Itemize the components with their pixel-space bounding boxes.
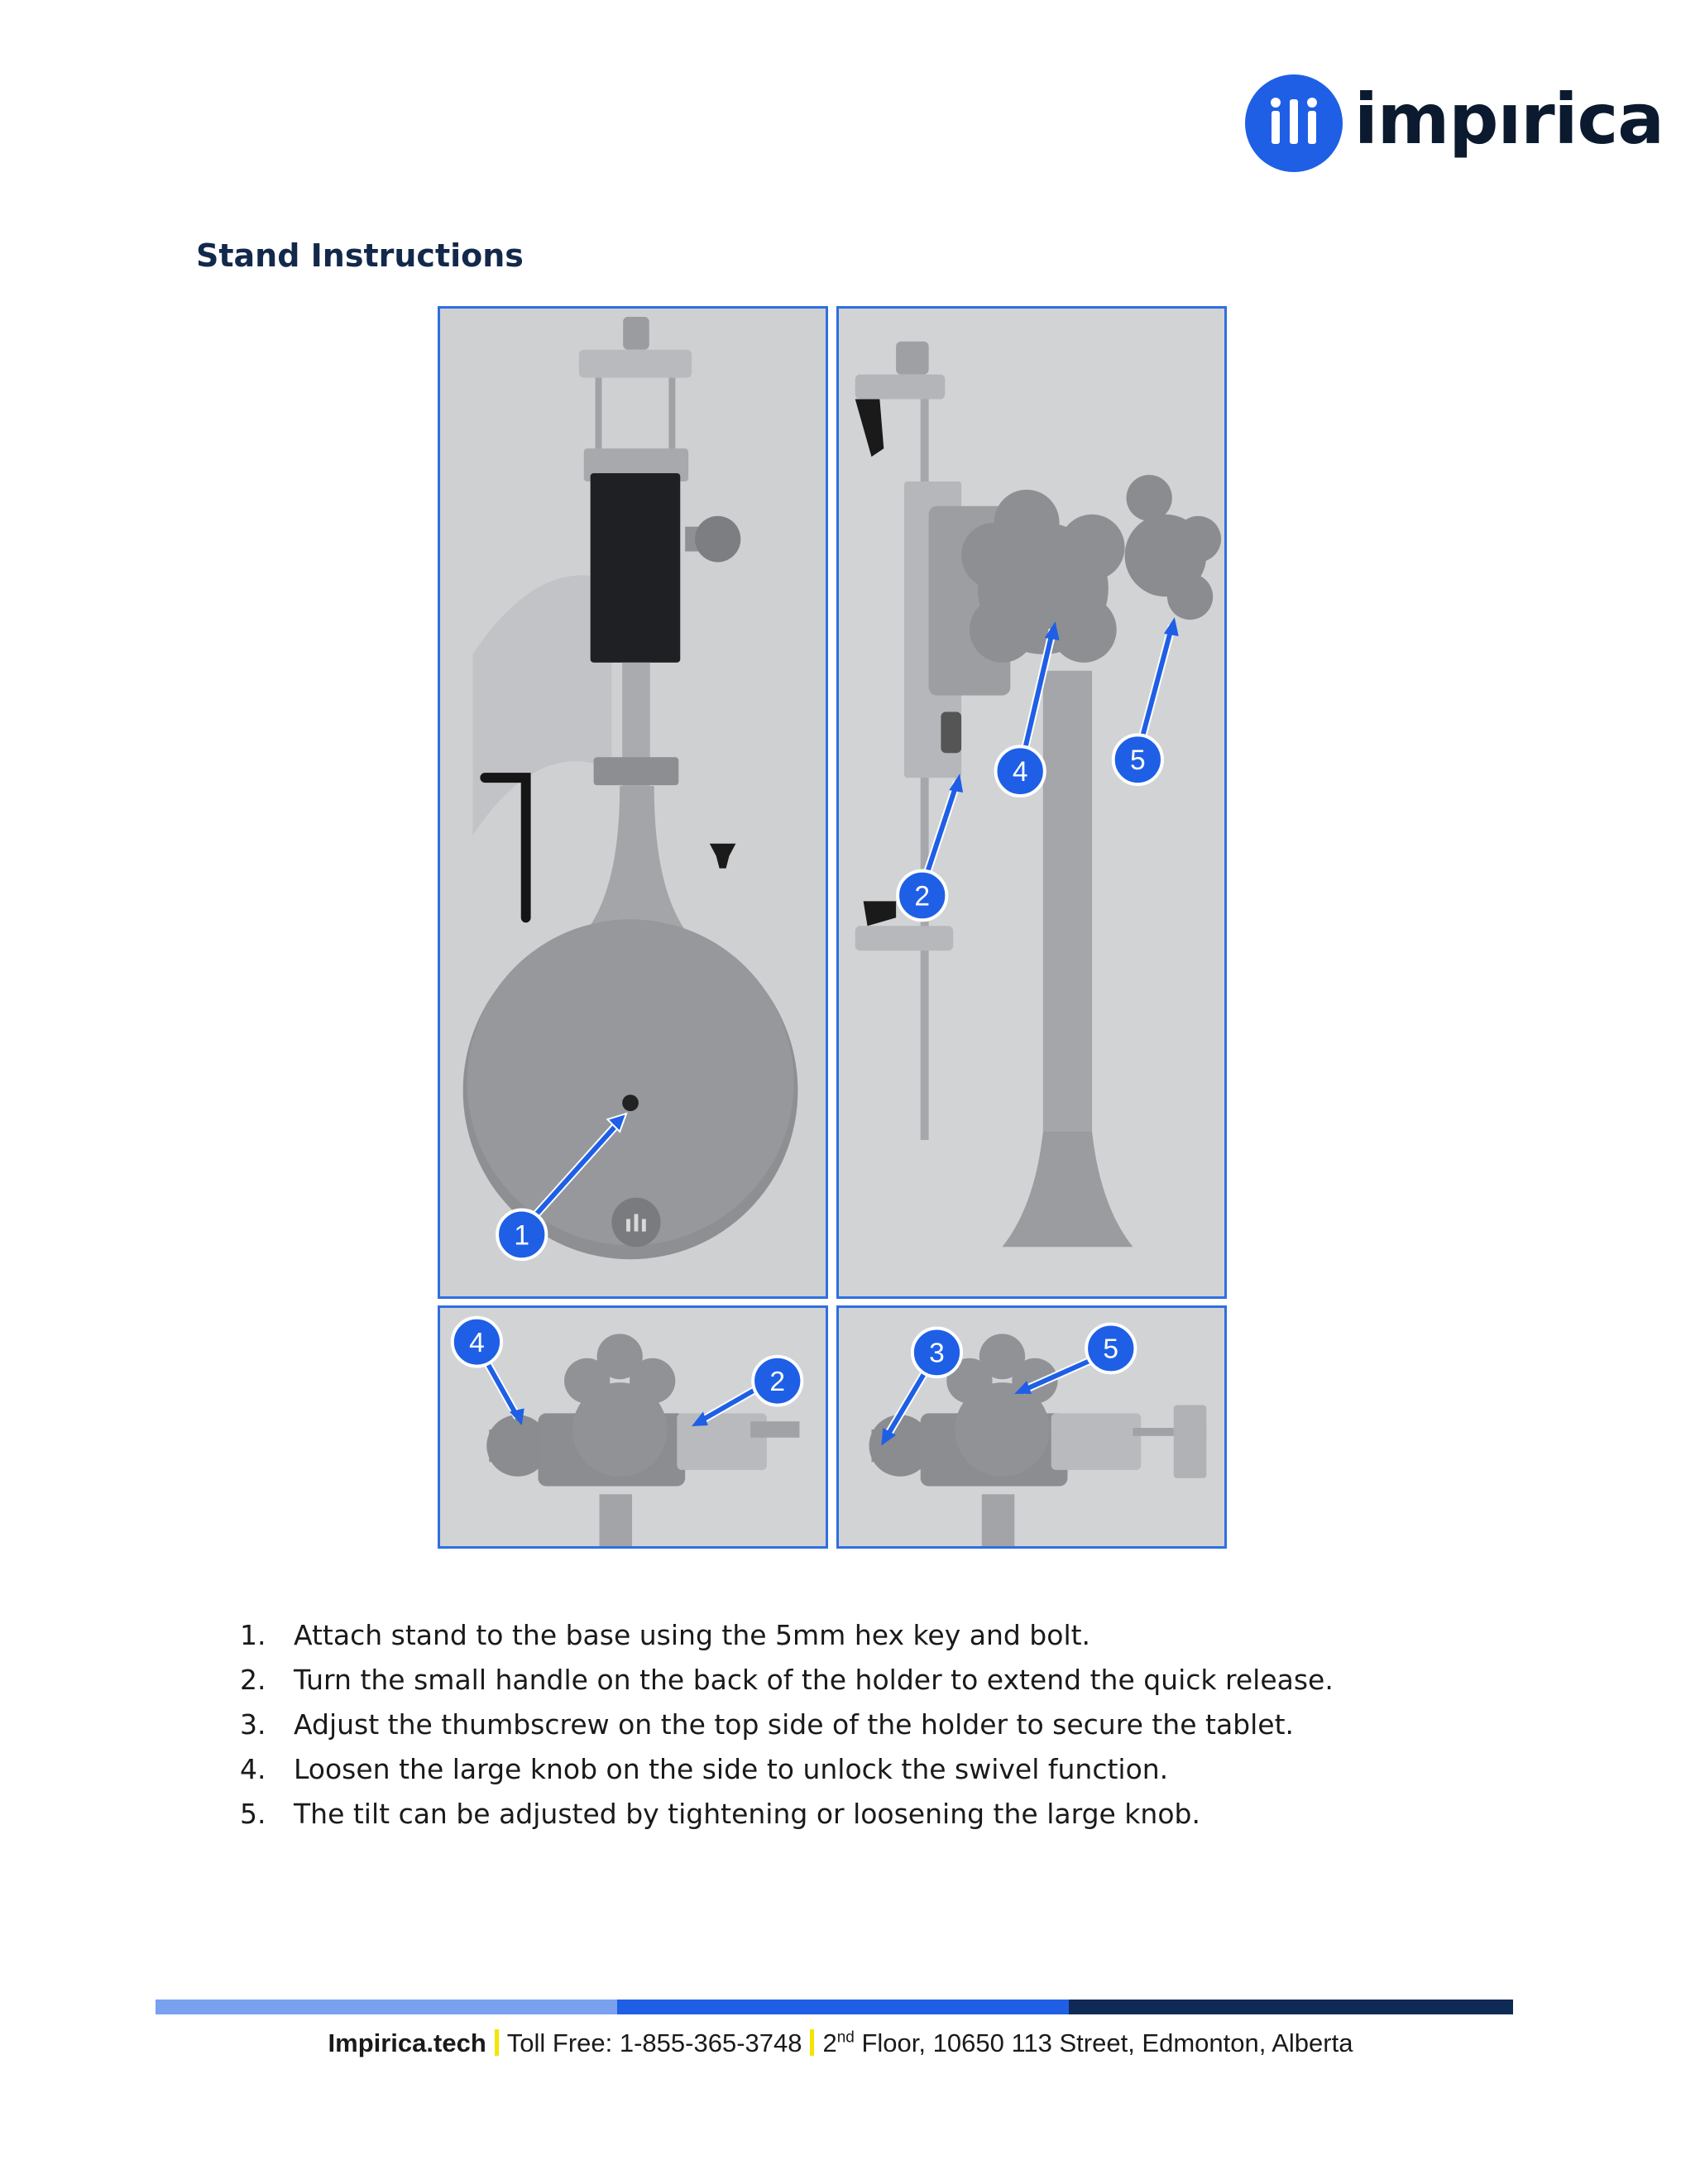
list-item: 3. Adjust the thumbscrew on the top side of the holder to secure the tablet.	[240, 1708, 1295, 1741]
photo-full-stand	[438, 306, 828, 1299]
footer-site-link[interactable]: Impirica.tech	[328, 2028, 486, 2057]
instruction-steps	[240, 1613, 1334, 1837]
callout-badge-5	[1086, 1324, 1135, 1373]
callout-badge-1	[497, 1210, 546, 1260]
photo-knob-detail-right	[836, 1305, 1227, 1549]
footer-separator	[810, 2029, 814, 2056]
photo-knob-detail-left	[438, 1305, 828, 1549]
svg-text:4: 4	[1012, 757, 1028, 788]
list-item: 1. Attach stand to the base using the 5mm hex key and bolt.	[240, 1619, 1091, 1651]
svg-text:2: 2	[914, 881, 931, 912]
photo-side-view	[836, 306, 1227, 1299]
svg-text:1: 1	[514, 1220, 530, 1252]
footer-address-prefix: 2	[822, 2028, 837, 2057]
callout-badge-4	[453, 1318, 501, 1367]
callout-badge-2	[898, 871, 946, 921]
callout-badge-2	[753, 1357, 802, 1406]
footer-color-bar-3	[1069, 2000, 1513, 2014]
logo-mark-icon	[1245, 74, 1343, 172]
list-item: 2. Turn the small handle on the back of the holder to extend the quick release.	[240, 1664, 1334, 1696]
impirica-logo	[1245, 74, 1664, 174]
svg-text:2: 2	[769, 1367, 786, 1397]
page-title: Stand Instructions	[196, 237, 524, 274]
callout-badge-5	[1113, 735, 1162, 784]
logo-wordmark: impırica	[1354, 79, 1664, 160]
svg-text:3: 3	[929, 1338, 945, 1369]
footer-address: Floor, 10650 113 Street, Edmonton, Alberta	[854, 2028, 1353, 2057]
footer-color-bar-2	[617, 2000, 1069, 2014]
callout-badge-4	[996, 746, 1045, 796]
svg-text:5: 5	[1103, 1334, 1119, 1365]
callout-badge-3	[912, 1328, 961, 1377]
svg-text:5: 5	[1130, 745, 1146, 777]
footer-phone: Toll Free: 1-855-365-3748	[506, 2028, 802, 2057]
footer	[0, 2028, 1681, 2058]
base-logo-text: ılı	[624, 1209, 649, 1238]
list-item: 5. The tilt can be adjusted by tightening or loosening the large knob.	[240, 1798, 1200, 1830]
footer-address-sup: nd	[836, 2028, 855, 2047]
footer-color-bar-1	[156, 2000, 617, 2014]
footer-separator	[495, 2029, 499, 2056]
list-item: 4. Loosen the large knob on the side to unlock the swivel function.	[240, 1753, 1169, 1785]
svg-text:4: 4	[469, 1328, 485, 1358]
